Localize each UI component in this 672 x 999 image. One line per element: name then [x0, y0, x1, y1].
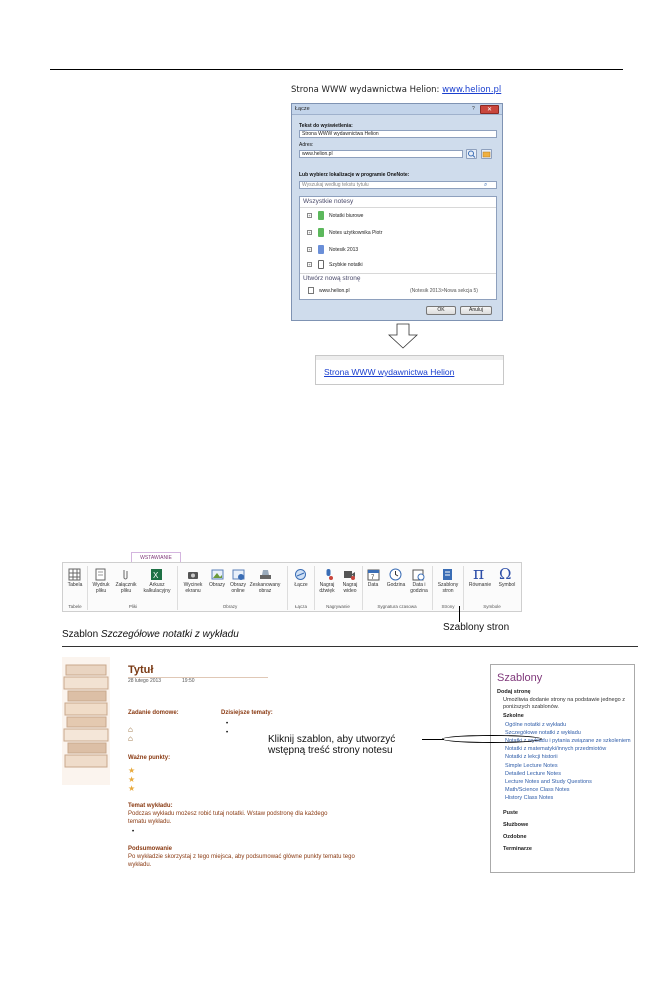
template-item[interactable]: History Class Notes — [505, 795, 554, 801]
record-audio-button[interactable]: Nagraj dźwięk — [319, 582, 335, 594]
group-label: Nagrywanie — [326, 604, 350, 609]
new-page-location: (Notesik 2013>Nowa sekcja 5) — [410, 288, 478, 294]
templates-description: Umożliwia dodanie strony na podstawie jednego z poniższych szablonów. — [503, 697, 625, 710]
pi-icon: π — [473, 564, 485, 584]
date-time-icon — [412, 568, 425, 581]
search-input[interactable] — [299, 181, 497, 189]
svg-text:7: 7 — [371, 575, 375, 581]
clock-icon — [389, 568, 402, 581]
template-item[interactable]: Lecture Notes and Study Questions — [505, 779, 592, 785]
highlight-oval — [442, 735, 542, 743]
template-item[interactable]: Math/Science Class Notes — [505, 787, 570, 793]
file-printout-icon — [94, 568, 107, 581]
video-camera-icon — [343, 568, 356, 581]
helion-link[interactable]: www.helion.pl — [442, 85, 502, 95]
bullet: • — [226, 721, 229, 727]
notebook-item[interactable]: Szybkie notatki — [329, 262, 363, 268]
group-label: Łącza — [294, 604, 307, 609]
page-templates-button[interactable]: Szablony stron — [437, 582, 459, 594]
house-icon: ⌂ — [128, 734, 133, 743]
group-separator — [432, 566, 433, 610]
annotation-content: Kliknij szablon, aby utworzyć wstępną treść strony notesu — [268, 734, 396, 756]
notebook-item[interactable]: Notatki biurowe — [329, 213, 364, 219]
expand-icon[interactable]: + — [308, 213, 311, 218]
summary-body[interactable]: Po wykładzie skorzystaj z tego miejsca, aby podsumować główne punkty tematu tego wykładu. — [128, 854, 355, 868]
record-video-button[interactable]: Nagraj wideo — [342, 582, 358, 594]
notebook-item[interactable]: Notesik 2013 — [329, 247, 359, 253]
paperclip-icon — [119, 568, 132, 581]
notebook-icon — [318, 211, 324, 220]
screen-clipping-button[interactable]: Wycinek ekranu — [183, 582, 203, 594]
text-to-display-input[interactable]: Strona WWW wydawnictwa Helion — [299, 130, 497, 138]
screen-clipping-icon — [187, 568, 200, 581]
tab-insert[interactable]: WSTAWIANIE — [131, 552, 181, 563]
expand-icon[interactable]: + — [308, 230, 311, 235]
group-separator — [177, 566, 178, 610]
date-button[interactable]: Data — [367, 582, 379, 588]
dialog-titlebar — [292, 104, 502, 115]
calendar-icon — [367, 568, 380, 581]
table-button[interactable]: Tabela — [67, 582, 83, 588]
category-school[interactable]: Szkolne — [503, 713, 524, 719]
search-icon[interactable]: ⌕ — [484, 182, 488, 188]
onenote-page-screenshot — [62, 646, 638, 874]
link-icon — [294, 568, 307, 581]
spreadsheet-button[interactable]: Arkusz kalkulacyjny — [143, 582, 171, 594]
pictures-button[interactable]: Obrazy — [208, 582, 226, 588]
browse-file-icon[interactable] — [481, 149, 492, 159]
table-icon — [68, 568, 81, 581]
spreadsheet-icon — [150, 568, 163, 581]
templates-pane-title: Szablony — [497, 672, 543, 684]
quick-notes-icon — [318, 260, 324, 269]
bullet: • — [132, 829, 135, 835]
microphone-icon — [322, 568, 335, 581]
svg-text:X: X — [153, 571, 159, 580]
result-link-preview — [315, 355, 504, 385]
result-link[interactable]: Strona WWW wydawnictwa Helion — [324, 367, 455, 377]
bullet: • — [226, 730, 229, 736]
scanner-icon — [259, 568, 272, 581]
expand-icon[interactable]: + — [308, 247, 311, 252]
add-page-heading: Dodaj stronę — [497, 689, 531, 695]
notebook-item[interactable]: Notes użytkownika Piotr — [329, 230, 383, 236]
caption-prefix: Szablon — [62, 629, 101, 640]
onenote-location-label: Lub wybierz lokalizacje w programie OneNote: — [299, 172, 410, 178]
group-label: Pliki — [128, 604, 138, 609]
time-button[interactable]: Godzina — [386, 582, 406, 588]
note-handle — [316, 356, 503, 360]
link-dialog — [291, 103, 503, 321]
symbol-button[interactable]: Symbol — [498, 582, 516, 588]
address-input[interactable]: www.helion.pl — [299, 150, 463, 158]
lecture-topic-heading: Temat wykładu: — [128, 803, 173, 809]
category-decorative[interactable]: Ozdobne — [503, 834, 527, 840]
pictures-icon — [211, 568, 224, 581]
divider — [300, 207, 496, 208]
group-label: Obrazy — [222, 604, 238, 609]
star-icon: ★ — [128, 766, 136, 775]
page-templates-caption: Szablony stron — [443, 622, 510, 633]
category-blank[interactable]: Puste — [503, 810, 518, 816]
template-item[interactable]: Ogólne notatki z wykładu — [505, 722, 567, 728]
ok-button[interactable]: OK — [426, 306, 456, 315]
templates-pane — [490, 664, 635, 873]
notebook-tree — [299, 196, 497, 300]
close-button[interactable]: ✕ — [480, 105, 499, 114]
all-notebooks-heading: Wszystkie notesy — [303, 198, 354, 205]
today-topics-heading: Dzisiejsze tematy: — [221, 710, 273, 716]
page-templates-icon — [441, 568, 454, 581]
template-item[interactable]: Notatki z wykładu i pytania związane ze szkoleniem — [505, 738, 631, 744]
template-caption — [62, 629, 239, 640]
page-title[interactable]: Tytuł — [128, 664, 154, 676]
online-pictures-icon — [232, 568, 245, 581]
books-illustration-icon — [62, 657, 110, 785]
group-label: Symbole — [483, 604, 501, 609]
annotation-line — [422, 739, 444, 740]
divider — [300, 273, 496, 274]
dialog-title: Łącze — [295, 106, 310, 112]
notebook-icon — [318, 228, 324, 237]
template-item[interactable]: Notatki z matematyki/innych przedmiotów — [505, 746, 607, 752]
search-placeholder: Wyszukaj według tekstu tytułu — [302, 182, 369, 188]
down-arrow-icon — [388, 323, 418, 349]
figure-caption-helion — [291, 85, 501, 95]
annotation-text — [268, 734, 395, 756]
insert-ribbon — [62, 562, 522, 612]
callout-line — [459, 606, 460, 622]
group-label: Strony — [441, 604, 455, 609]
text-to-display-label: Tekst do wyświetlenia: — [299, 123, 353, 129]
house-icon: ⌂ — [128, 725, 133, 734]
link-button[interactable]: Łącze — [294, 582, 308, 588]
group-separator — [463, 566, 464, 610]
file-printout-button[interactable]: Wydruk pliku — [92, 582, 110, 594]
new-page-heading: Utwórz nową stronę — [303, 275, 361, 282]
group-separator — [287, 566, 288, 610]
page-header-rule — [50, 69, 623, 70]
address-label: Adres: — [299, 142, 314, 148]
category-business[interactable]: Służbowe — [503, 822, 529, 828]
attach-file-button[interactable]: Załącznik pliku — [115, 582, 137, 594]
group-label: Tabele — [68, 604, 82, 609]
caption-template-name: Szczegółowe notatki z wykładu — [100, 629, 239, 640]
scanned-image-button[interactable]: Zeskanowany obraz — [249, 582, 281, 594]
page-time: 19:50 — [182, 678, 195, 684]
important-points-heading: Ważne punkty: — [128, 755, 171, 761]
page-date: 28 lutego 2013 — [128, 678, 162, 684]
homework-heading: Zadanie domowe: — [128, 710, 179, 716]
group-label: Sygnatura czasowa — [377, 604, 417, 609]
lecture-body[interactable]: Podczas wykładu możesz robić tutaj notatki. Wstaw podstronę dla każdego tematu wykładu. — [128, 811, 328, 825]
star-icon: ★ — [128, 775, 136, 784]
help-icon[interactable]: ? — [472, 106, 475, 112]
category-planners[interactable]: Terminarze — [503, 846, 532, 852]
caption-text: Strona WWW wydawnictwa Helion: — [291, 85, 443, 95]
summary-heading: Podsumowanie — [128, 846, 173, 852]
omega-icon: Ω — [499, 565, 512, 583]
browse-web-icon[interactable] — [466, 149, 477, 159]
star-icon: ★ — [128, 784, 136, 793]
expand-icon[interactable]: + — [308, 262, 311, 267]
group-separator — [87, 566, 88, 610]
template-item[interactable]: Notatki z lekcji historii — [505, 754, 558, 760]
date-time-button[interactable]: Data i godzina — [410, 582, 428, 594]
cancel-button[interactable]: Anuluj — [460, 306, 492, 315]
new-page-name[interactable]: www.helion.pl — [319, 288, 350, 294]
page-icon — [308, 287, 314, 294]
template-item[interactable]: Simple Lecture Notes — [505, 763, 558, 769]
equation-button[interactable]: Równanie — [468, 582, 492, 588]
online-pictures-button[interactable]: Obrazy online — [229, 582, 247, 594]
template-item-selected[interactable]: Szczegółowe notatki z wykładu — [505, 730, 581, 736]
template-item[interactable]: Detailed Lecture Notes — [505, 771, 561, 777]
notebook-icon — [318, 245, 324, 254]
